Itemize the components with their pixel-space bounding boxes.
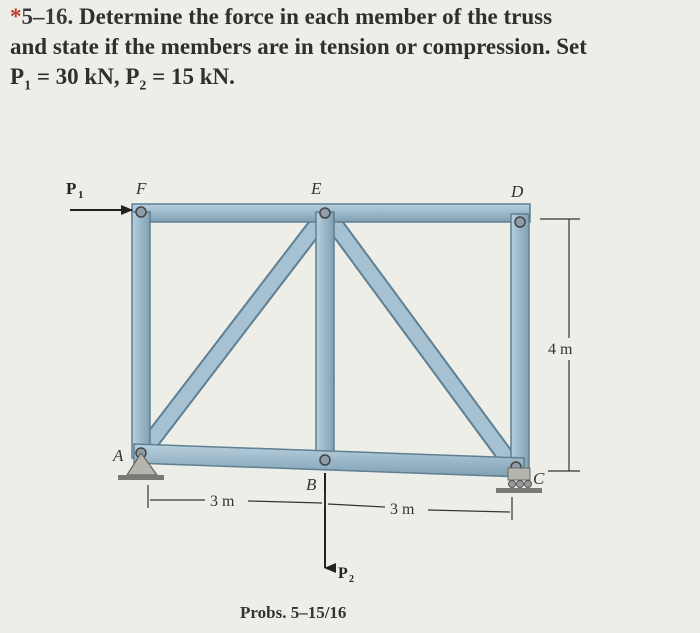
dim-height: 4 m: [548, 341, 573, 358]
p2-value: = 15 kN.: [146, 64, 235, 89]
joint-label-C: C: [533, 469, 545, 488]
dimension-horizontal: [148, 485, 512, 520]
joint-label-B: B: [306, 475, 317, 494]
problem-line-2: and state if the members are in tension or compression. Set: [10, 34, 587, 59]
member-EB: [316, 212, 334, 464]
joint-label-A: A: [113, 446, 124, 465]
problem-text-1: Determine the force in each member of the truss: [79, 4, 553, 29]
p2-subscript: 2: [139, 78, 147, 94]
joint-label-E: E: [311, 179, 322, 198]
figure-caption: Probs. 5–15/16: [240, 603, 347, 622]
member-DC: [511, 214, 529, 470]
problem-marker: *: [10, 4, 22, 29]
dim-right-span: 3 m: [390, 501, 415, 518]
p1-subscript: 1: [24, 78, 32, 94]
p2-symbol: P: [125, 64, 140, 89]
p2-label: P: [338, 565, 348, 582]
member-EC: [330, 218, 512, 465]
p1-label-sub: 1: [78, 189, 84, 201]
member-AF: [132, 212, 150, 458]
problem-number: 5–16.: [21, 4, 74, 29]
p1-value: = 30 kN,: [31, 64, 126, 89]
joint-label-F: F: [136, 179, 147, 198]
load-p2: [325, 473, 354, 585]
member-AE: [142, 218, 322, 453]
p1-symbol: P: [10, 64, 25, 89]
load-p1: [66, 179, 132, 210]
p1-label: P: [66, 179, 77, 198]
p2-label-sub: 2: [349, 574, 354, 585]
dim-left-span: 3 m: [210, 493, 235, 510]
joint-label-D: D: [511, 182, 524, 201]
